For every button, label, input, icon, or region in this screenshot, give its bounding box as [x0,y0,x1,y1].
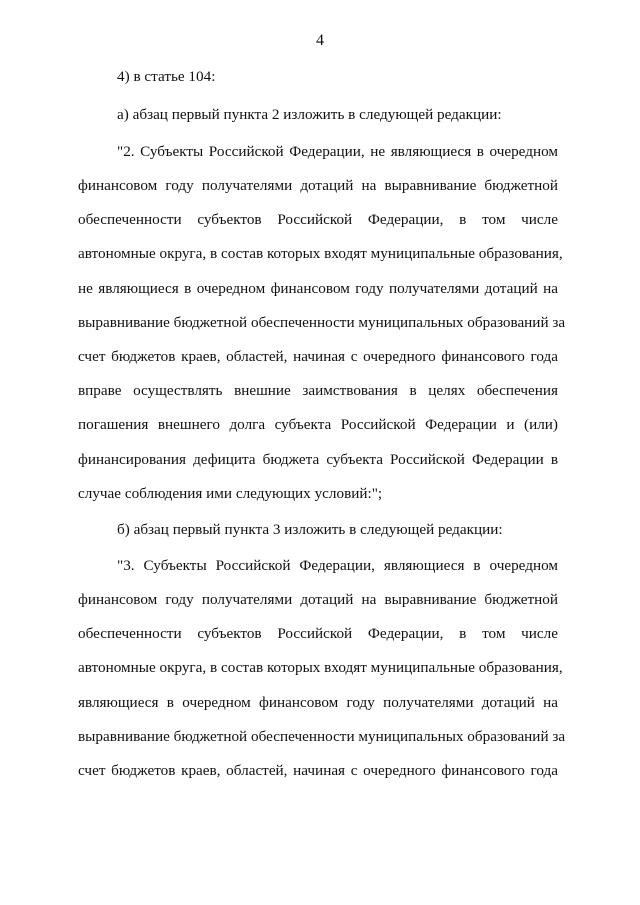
text-line: счет бюджетов краев, областей, начиная с очередного финансового года [78,348,558,365]
text-line: а) абзац первый пункта 2 изложить в следующей редакции: [117,106,502,123]
text-line: "2. Субъекты Российской Федерации, не являющиеся в очередном [117,143,558,160]
text-line: случае соблюдения ими следующих условий:"; [78,485,383,502]
text-line: являющиеся в очередном финансовом году получателями дотаций на [78,694,558,711]
text-line: счет бюджетов краев, областей, начиная с очередного финансового года [78,762,558,779]
text-line: погашения внешнего долга субъекта Российской Федерации и (или) [78,416,558,433]
text-line: выравнивание бюджетной обеспеченности муниципальных образований за [78,728,566,745]
text-line: автономные округа, в состав которых входят муниципальные образования, [78,245,563,262]
text-line: вправе осуществлять внешние заимствования в целях обеспечения [78,382,558,399]
text-line: 4) в статье 104: [117,68,216,85]
text-line: б) абзац первый пункта 3 изложить в следующей редакции: [117,521,503,538]
text-line: не являющиеся в очередном финансовом году получателями дотаций на [78,280,558,297]
text-line: "3. Субъекты Российской Федерации, являющиеся в очередном [117,557,558,574]
text-line: обеспеченности субъектов Российской Федерации, в том числе [78,211,558,228]
text-line: выравнивание бюджетной обеспеченности муниципальных образований за [78,314,566,331]
text-line: финансовом году получателями дотаций на выравнивание бюджетной [78,177,558,194]
text-line: финансирования дефицита бюджета субъекта Российской Федерации в [78,451,558,468]
text-line: финансовом году получателями дотаций на выравнивание бюджетной [78,591,558,608]
text-line: обеспеченности субъектов Российской Федерации, в том числе [78,625,558,642]
text-line: автономные округа, в состав которых входят муниципальные образования, [78,659,563,676]
page-number: 4 [316,32,324,49]
